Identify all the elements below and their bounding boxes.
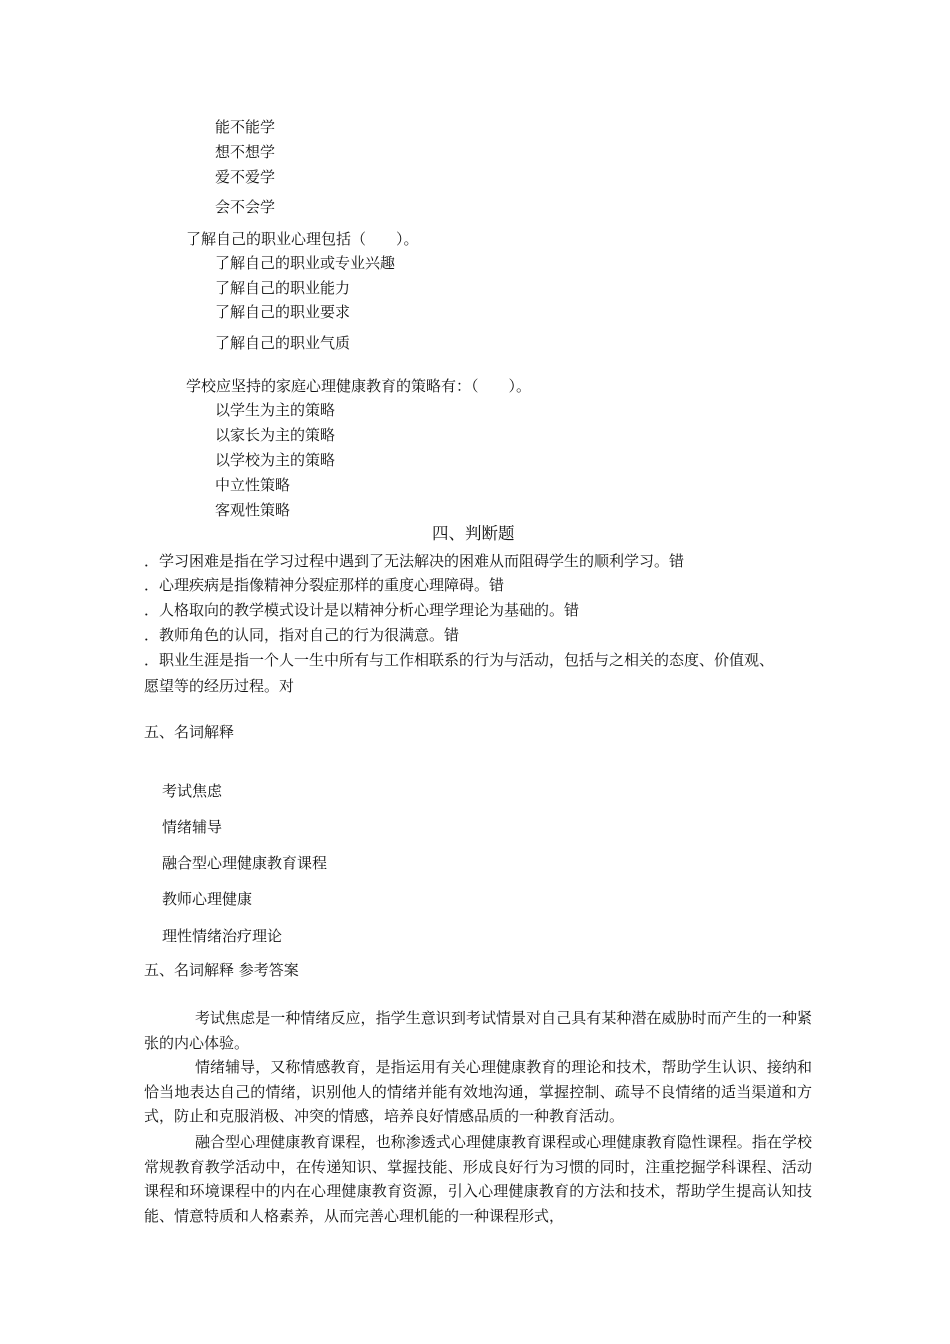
option-text: 想不想学 bbox=[215, 143, 276, 161]
judgement-item: ．职业生涯是指一个人一生中所有与工作相联系的行为与活动，包括与之相关的态度、价值观、 bbox=[144, 651, 775, 669]
term-item: 理性情绪治疗理论 bbox=[162, 927, 283, 945]
term-item: 融合型心理健康教育课程 bbox=[162, 854, 328, 872]
option-text: 客观性策略 bbox=[215, 501, 291, 519]
option-text: 会不会学 bbox=[215, 198, 276, 216]
option-text: 以学生为主的策略 bbox=[215, 401, 336, 419]
option-text: 了解自己的职业或专业兴趣 bbox=[215, 254, 396, 272]
option-text: 爱不爱学 bbox=[215, 168, 276, 186]
option-text: 中立性策略 bbox=[215, 476, 291, 494]
section-title: 四、判断题 bbox=[432, 524, 515, 543]
term-item: 情绪辅导 bbox=[162, 818, 223, 836]
judgement-item: ．教师角色的认同，指对自己的行为很满意。错 bbox=[144, 626, 460, 644]
option-text: 能不能学 bbox=[215, 118, 276, 136]
question-stem: 了解自己的职业心理包括（ ）。 bbox=[186, 230, 419, 248]
answer-paragraph: 情绪辅导，又称情感教育，是指运用有关心理健康教育的理论和技术，帮助学生认识、接纳和恰当地表达自己的情绪，识别他人的情绪并能有效地沟通，掌握控制、疏导不良情绪的适当渠道和方式，防止和克服消极、冲突的情感，培养良好情感品质的一种教育活动。 bbox=[144, 1058, 812, 1126]
section-title: 五、名词解释 bbox=[144, 723, 235, 741]
answer-paragraph: 融合型心理健康教育课程，也称渗透式心理健康教育课程或心理健康教育隐性课程。指在学校常规教育教学活动中，在传递知识、掌握技能、形成良好行为习惯的同时，注重挖掘学科课程、活动课程和环境课程中的内在心理健康教育资源，引入心理健康教育的方法和技术，帮助学生提高认知技能、情意特质和人格素养，从而完善心理机能的一种课程形式， bbox=[144, 1133, 812, 1225]
judgement-item: ．心理疾病是指像精神分裂症那样的重度心理障碍。错 bbox=[144, 576, 505, 594]
section-title: 五、名词解释 参考答案 bbox=[144, 961, 299, 979]
judgement-item-continuation: 愿望等的经历过程。对 bbox=[144, 677, 295, 695]
term-item: 教师心理健康 bbox=[162, 890, 253, 908]
judgement-item: ．学习困难是指在学习过程中遇到了无法解决的困难从而阻碍学生的顺利学习。错 bbox=[144, 552, 685, 570]
option-text: 了解自己的职业能力 bbox=[215, 279, 351, 297]
question-stem: 学校应坚持的家庭心理健康教育的策略有：（ ）。 bbox=[186, 377, 532, 395]
judgement-item: ．人格取向的教学模式设计是以精神分析心理学理论为基础的。错 bbox=[144, 601, 580, 619]
option-text: 了解自己的职业气质 bbox=[215, 334, 351, 352]
term-item: 考试焦虑 bbox=[162, 782, 223, 800]
option-text: 以家长为主的策略 bbox=[215, 426, 336, 444]
answer-paragraph: 考试焦虑是一种情绪反应，指学生意识到考试情景对自己具有某种潜在威胁时而产生的一种紧张的内心体验。 bbox=[144, 1009, 812, 1052]
option-text: 了解自己的职业要求 bbox=[215, 303, 351, 321]
option-text: 以学校为主的策略 bbox=[215, 451, 336, 469]
